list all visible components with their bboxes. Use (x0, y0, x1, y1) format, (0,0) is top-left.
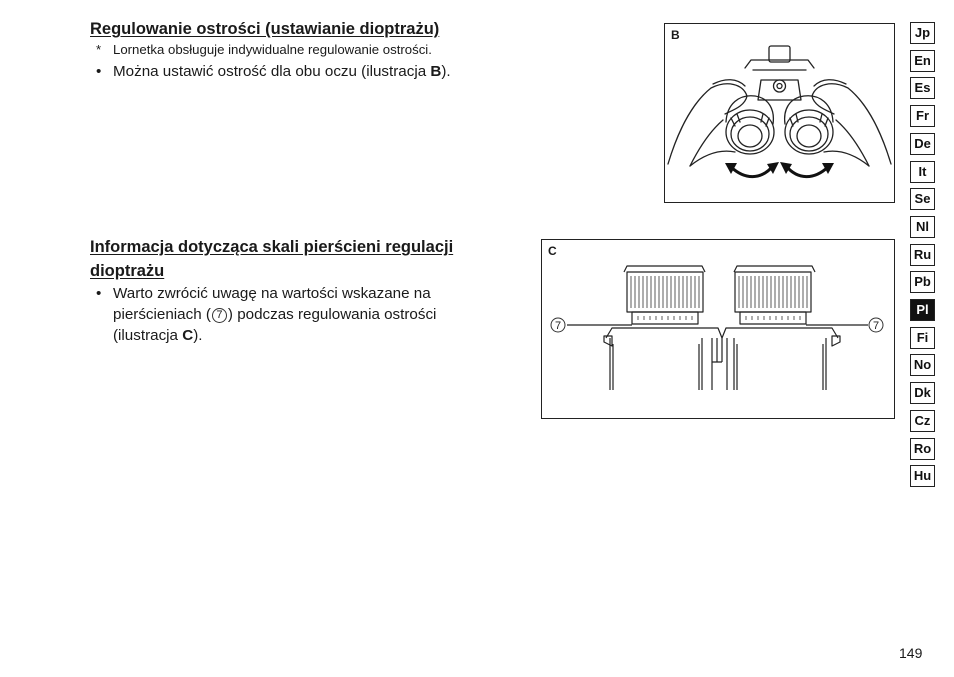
page-number: 149 (899, 645, 923, 661)
language-tab-it[interactable]: It (910, 161, 935, 183)
language-tab-pb[interactable]: Pb (910, 271, 935, 293)
callout-number-7: 7 (212, 308, 227, 323)
figure-b-label: B (671, 28, 680, 42)
language-tab-fi[interactable]: Fi (910, 327, 935, 349)
language-tab-dk[interactable]: Dk (910, 382, 935, 404)
bullet-line-3 (113, 325, 436, 346)
binocular-dioptre-rings-illustration (542, 240, 894, 418)
figure-c (541, 239, 895, 419)
binoculars-hands-illustration (665, 24, 894, 202)
language-tab-jp[interactable]: Jp (910, 22, 935, 44)
figure-ref-c: C (182, 327, 194, 344)
bullet-text-post: ). (441, 63, 451, 80)
section-heading-focus: Regulowanie ostrości (ustawianie dioptrażu) (90, 20, 440, 38)
bullet-line-2-pre: pierścieniach ( (113, 306, 211, 323)
language-tab-hu[interactable]: Hu (910, 465, 935, 487)
language-tab-es[interactable]: Es (910, 77, 935, 99)
footnote-asterisk: * (96, 42, 102, 57)
language-tab-no[interactable]: No (910, 354, 935, 376)
language-tab-pl[interactable]: Pl (910, 299, 935, 321)
language-tab-se[interactable]: Se (910, 188, 935, 210)
bullet-text (113, 61, 451, 82)
bullet-mark: • (96, 285, 102, 302)
bullet-text-pre: Można ustawić ostrość dla obu oczu (ilustracja (113, 63, 431, 80)
bullet-line-3-post: ). (193, 327, 203, 344)
bullet-line-1: Warto zwrócić uwagę na wartości wskazane na (113, 285, 431, 302)
bullet-line-2 (113, 304, 436, 325)
heading-line-1: Informacja dotycząca skali pierścieni regulacji (90, 238, 454, 256)
footnote (96, 41, 432, 59)
figure-c-label: C (548, 244, 557, 258)
callout-right-number: 7 (872, 320, 880, 332)
language-tab-ru[interactable]: Ru (910, 244, 935, 266)
language-tab-nl[interactable]: Nl (910, 216, 935, 238)
bullet-line-3-pre: (ilustracja (113, 327, 183, 344)
bullet-mark: • (96, 63, 102, 80)
language-tab-ro[interactable]: Ro (910, 438, 935, 460)
footnote-text: Lornetka obsługuje indywidualne regulowanie ostrości. (113, 42, 432, 57)
callout-left-number: 7 (554, 320, 562, 332)
language-tab-de[interactable]: De (910, 133, 935, 155)
figure-b (664, 23, 895, 203)
heading-line-2: dioptrażu (90, 262, 165, 280)
language-tab-fr[interactable]: Fr (910, 105, 935, 127)
figure-ref-b: B (430, 63, 442, 80)
language-tab-cz[interactable]: Cz (910, 410, 935, 432)
callout-right (869, 318, 883, 332)
callout-left (551, 318, 565, 332)
bullet-line-2-post: ) podczas regulowania ostrości (227, 306, 437, 323)
language-tab-en[interactable]: En (910, 50, 935, 72)
section-heading-dioptre-scale (90, 235, 520, 283)
